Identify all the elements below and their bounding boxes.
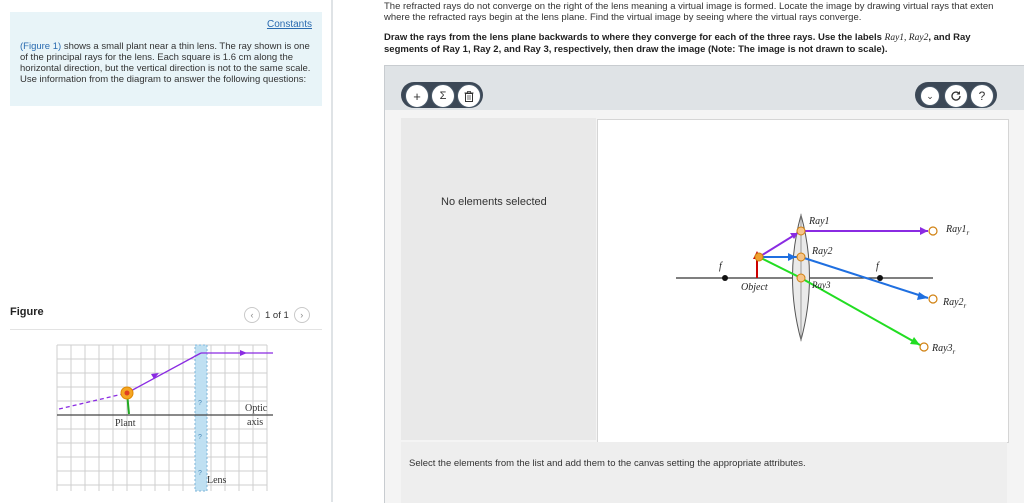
- ray1-end-handle[interactable]: [929, 227, 937, 235]
- ray1-label: Ray1: [809, 216, 830, 227]
- instruction-line-1: [384, 32, 1024, 44]
- instruction-part-a: Draw the rays from the lens plane backwards to where they converge for each of the three rays. Use the labels: [384, 32, 885, 43]
- ray-origin-handle[interactable]: [755, 253, 763, 261]
- ray-arrow-2: [240, 350, 247, 356]
- dropdown-button[interactable]: ⌄: [920, 86, 940, 106]
- drawing-app: [384, 65, 1024, 503]
- no-selection-text: No elements selected: [441, 196, 547, 208]
- lens-label: Lens: [207, 475, 227, 486]
- next-figure-button[interactable]: ›: [294, 307, 310, 323]
- question-line-2: where the refracted rays begin at the lens plane. Find the virtual image by seeing where the virtual rays converge.: [384, 12, 862, 23]
- question-text: [384, 1, 1024, 23]
- reset-icon: [950, 90, 962, 102]
- delete-button[interactable]: [457, 84, 481, 108]
- pager-text: 1 of 1: [265, 309, 289, 321]
- ray2-end-handle[interactable]: [929, 295, 937, 303]
- ray-diagram: [598, 120, 1008, 442]
- help-button[interactable]: ?: [970, 84, 994, 108]
- figure-link[interactable]: (Figure 1): [20, 41, 62, 52]
- instruction-area: [401, 442, 1007, 503]
- lens-question-2: ?: [198, 434, 202, 441]
- reset-button[interactable]: [944, 84, 968, 108]
- figure-label: Figure: [10, 306, 44, 318]
- lens-question-1: ?: [198, 400, 202, 407]
- instruction-math: Ray1: [884, 33, 905, 43]
- properties-panel: [401, 118, 596, 440]
- ray3-label: Ray3: [812, 280, 831, 290]
- ray1r-label: $Ray1_r$: [946, 224, 970, 237]
- instruction-line-2: segments of Ray 1, Ray 2, and Ray 3, respectively, then draw the image (Note: The image is not drawn to scale).: [384, 44, 888, 55]
- focal-point-left: [722, 275, 728, 281]
- canvas-instructions: Select the elements from the list and add them to the canvas setting the appropriate attributes.: [409, 458, 806, 469]
- problem-panel: [0, 0, 331, 502]
- ray2r-label: $Ray2_r$: [943, 297, 967, 310]
- ray3-lens-handle[interactable]: [797, 274, 805, 282]
- app-toolbar: [385, 66, 1024, 110]
- ray3-end-handle[interactable]: [920, 343, 928, 351]
- lens-figure: [55, 343, 277, 493]
- lens-question-3: ?: [198, 470, 202, 477]
- ray2-arrow: [917, 292, 928, 300]
- sum-button[interactable]: Σ: [431, 84, 455, 108]
- info-box: [10, 12, 322, 106]
- trash-icon: [464, 91, 474, 102]
- plant-label: Plant: [115, 418, 136, 429]
- optic-label-1: Optic: [245, 403, 268, 414]
- ray3r-label: $Ray3_r$: [932, 343, 956, 356]
- focal-point-right: [877, 275, 883, 281]
- figure-divider: [10, 329, 322, 330]
- ray2-lens-handle[interactable]: [797, 253, 805, 261]
- question-line-1: The refracted rays do not converge on the right of the lens meaning a virtual image is formed. Locate the image by drawing virtual rays that exten: [384, 1, 994, 12]
- focal-label-right: f: [876, 261, 879, 272]
- figure-pager: [244, 307, 310, 323]
- add-element-button[interactable]: +: [405, 84, 429, 108]
- instruction-text: [384, 32, 1024, 55]
- ray2-label: Ray2: [812, 246, 833, 257]
- focal-label-left: f: [719, 261, 722, 272]
- instruction-part-c: , and Ray: [928, 32, 971, 43]
- optic-label-2: axis: [247, 417, 264, 428]
- ray1-lens-handle[interactable]: [797, 227, 805, 235]
- object-label: Object: [741, 282, 768, 293]
- drawing-canvas[interactable]: [597, 119, 1009, 443]
- ray1-arrow: [920, 227, 928, 235]
- description-text: shows a small plant near a thin lens. The ray shown is one of the principal rays for the lens. Each square is 1.6 cm along the horizontal direction, but the vertical direction is not to the same scale. Use information from the diagram to answer the following questions:: [20, 41, 311, 85]
- prev-figure-button[interactable]: ‹: [244, 307, 260, 323]
- plant-flower-center: [125, 391, 130, 396]
- constants-link[interactable]: Constants: [266, 19, 312, 30]
- instruction-part-b: , Ray2: [904, 33, 929, 43]
- figure-grid: [57, 345, 267, 491]
- problem-description: [20, 41, 314, 85]
